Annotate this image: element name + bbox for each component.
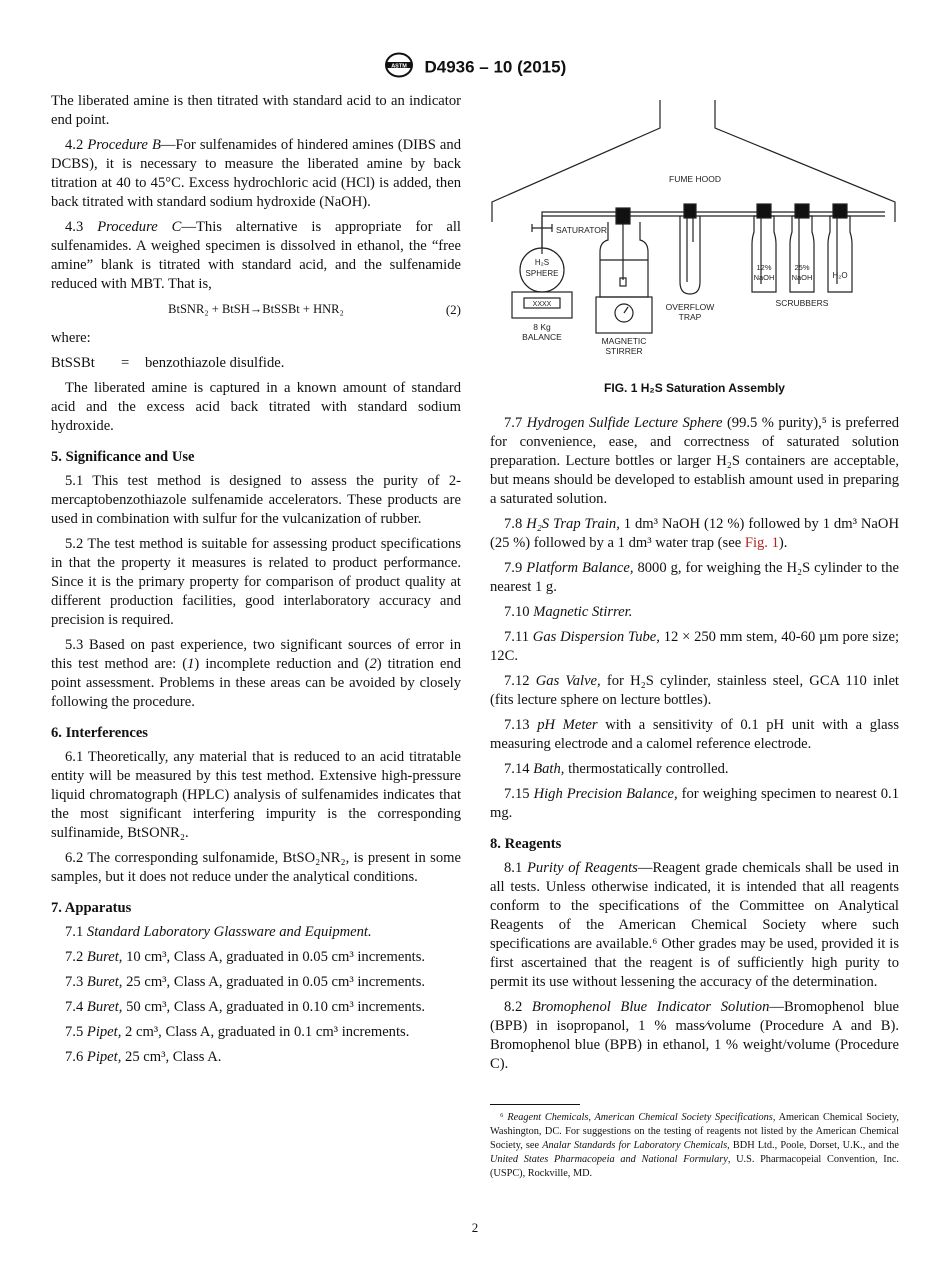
equation-2: BtSNR₂ + BtSH→BtSSBt + HNR₂ (2) <box>168 302 461 317</box>
section-7-7: 7.7 Hydrogen Sulfide Lecture Sphere (99.5 % purity),⁵ is preferred for convenience, ease, and correctness of saturated solution preparation. Lecture bottles or larger H₂S containers are acceptable, but means should be developed to establish amount used in preparing a saturated solution. <box>490 415 899 507</box>
section-7-5: 7.5 Pipet, 2 cm³, Class A, graduated in 0.1 cm³ increments. <box>65 1024 410 1040</box>
section-7-2: 7.2 Buret, 10 cm³, Class A, graduated in 0.05 cm³ increments. <box>65 949 426 965</box>
figure-1-caption: FIG. 1 H₂S Saturation Assembly <box>604 381 785 395</box>
section-7-1: 7.1 Standard Laboratory Glassware and Equipment. <box>65 924 372 940</box>
section-5-1: 5.1 This test method is designed to assess the purity of 2-mercaptobenzothiazole sulfenamide accelerators. These products are used in combination with sulfur for the vulcanization of rubber. <box>51 473 461 527</box>
figure-1-diagram <box>490 92 899 377</box>
svg-text:25%: 25% <box>794 263 810 272</box>
svg-text:OVERFLOW: OVERFLOW <box>665 302 715 312</box>
svg-text:SPHERE: SPHERE <box>525 269 559 278</box>
svg-text:H₂O: H₂O <box>832 271 848 280</box>
right-column <box>490 92 899 1181</box>
scrubber-25-naoh <box>790 204 814 292</box>
section-5-heading: 5. Significance and Use <box>51 449 195 465</box>
left-column <box>51 92 461 1073</box>
footnote-divider <box>490 1104 580 1105</box>
page-number: 2 <box>471 1220 479 1235</box>
svg-text:TRAP: TRAP <box>678 312 702 322</box>
section-7-13: 7.13 pH Meter with a sensitivity of 0.1 pH unit with a glass measuring electrode and a calomel reference electrode. <box>490 717 899 752</box>
section-7-12: 7.12 Gas Valve, for H₂S cylinder, stainless steel, GCA 110 inlet (fits lecture sphere on lecture bottles). <box>490 673 899 708</box>
svg-text:MAGNETIC: MAGNETIC <box>601 336 647 346</box>
svg-text:NaOH: NaOH <box>753 273 775 282</box>
fig-1-link[interactable]: Fig. 1 <box>744 535 779 551</box>
where-definition: BtSSBt = benzothiazole disulfide. <box>51 355 285 371</box>
section-5-3: 5.3 Based on past experience, two significant sources of error in this test method are: (1) incomplete reduction and (2) titration end point assessment. Problems in these areas can be avoided by closely following the procedure. <box>51 637 462 710</box>
footnote-6: ⁶ Reagent Chemicals, American Chemical Society Specifications, American Chemical Society, Washington, DC. For suggestions on the testing of reagents not listed by the American Chemical Society, see Analar Standards for Laboratory Chemicals, BDH Ltd., Poole, Dorset, U.K., and the United States Pharmacopeia and National Formulary, U.S. Pharmacopeial Convention, Inc. (USPC), Rockville, MD. <box>490 1112 899 1179</box>
svg-text:NaOH: NaOH <box>791 273 813 282</box>
section-4-2: 4.2 Procedure B—For sulfenamides of hindered amines (DIBS and DCBS), it is necessary to measure the liberated amine by back titration at 40 to 45°C. Excess hydrochloric acid (HCl) is added, then back titrated with standard sodium hydroxide (NaOH). <box>51 137 461 210</box>
paragraph: The liberated amine is captured in a known amount of standard acid and the excess acid back titrated with standard sodium hydroxide. <box>51 380 461 434</box>
section-7-8: 7.8 H₂S Trap Train, 1 dm³ NaOH (12 %) followed by 1 dm³ NaOH (25 %) followed by a 1 dm³ water trap (see Fig. 1). <box>490 516 899 551</box>
svg-text:ASTM: ASTM <box>390 63 407 70</box>
page-header <box>0 52 950 83</box>
scrubbers-label: SCRUBBERS <box>775 298 829 308</box>
svg-text:FUME HOOD: FUME HOOD <box>669 174 721 184</box>
section-7-14: 7.14 Bath, thermostatically controlled. <box>504 761 729 777</box>
paragraph: The liberated amine is then titrated with standard acid to an indicator end point. <box>51 93 461 128</box>
svg-text:8 Kg: 8 Kg <box>533 322 551 332</box>
svg-text:XXXX: XXXX <box>532 301 552 308</box>
section-8-heading: 8. Reagents <box>490 836 562 852</box>
section-4-3: 4.3 Procedure C—This alternative is appropriate for all sulfenamides. A weighed specimen is dissolved in ethanol, the “free amine” blank is titrated with standard acid, and the sulfenamide reduced with MBT. That is, <box>51 219 461 292</box>
svg-text:H₂S: H₂S <box>534 258 550 267</box>
where-label: where: <box>51 330 91 346</box>
svg-text:STIRRER: STIRRER <box>605 346 643 356</box>
astm-logo-icon <box>384 52 414 83</box>
section-7-11: 7.11 Gas Dispersion Tube, 12 × 250 mm stem, 40-60 µm pore size; 12C. <box>490 629 899 664</box>
svg-text:12%: 12% <box>756 263 772 272</box>
section-7-15: 7.15 High Precision Balance, for weighing specimen to nearest 0.1 mg. <box>490 786 899 821</box>
document-designation: D4936 – 10 (2015) <box>424 57 567 77</box>
section-8-2: 8.2 Bromophenol Blue Indicator Solution—Bromophenol blue (BPB) in isopropanol, 1 % mass∕volume (Procedure A and B). Bromophenol blue (BPB) in ethanol, 1 % weight/volume (Procedure C). <box>490 999 899 1072</box>
section-6-2: 6.2 The corresponding sulfonamide, BtSO₂NR₂, is present in some samples, but it does not reduce under the analytical conditions. <box>51 850 461 885</box>
section-5-2: 5.2 The test method is suitable for assessing product specifications in that the property it measures is related to product performance. Since it is the primary property for comparison of product quality at different production facilities, good interlaboratory accuracy and precision is required. <box>51 536 461 628</box>
svg-text:BALANCE: BALANCE <box>522 332 562 342</box>
balance <box>512 292 572 342</box>
section-6-heading: 6. Interferences <box>51 725 148 741</box>
section-7-10: 7.10 Magnetic Stirrer. <box>504 604 633 620</box>
overflow-trap <box>666 204 715 322</box>
scrubber-water <box>828 204 852 292</box>
section-6-1: 6.1 Theoretically, any material that is reduced to an acid titratable entity will be measured by this test method. Extensive high-pressure liquid chromatograph (HPLC) analysis of sulfenamides indicates that the most significant interfering impurity is the corresponding sulfinamide, BtSONR₂. <box>51 749 461 841</box>
section-7-heading: 7. Apparatus <box>51 900 132 916</box>
section-7-3: 7.3 Buret, 25 cm³, Class A, graduated in 0.05 cm³ increments. <box>65 974 426 990</box>
section-7-9: 7.9 Platform Balance, 8000 g, for weighing the H₂S cylinder to the nearest 1 g. <box>490 560 899 595</box>
saturator-flask <box>600 208 648 297</box>
section-8-1: 8.1 Purity of Reagents—Reagent grade chemicals shall be used in all tests. Unless otherwise indicated, it is intended that all reagents conform to the specifications of the Committee on Analytical Reagents of the American Chemical Society where such specifications are available.⁶ Other grades may be used, provided it is first ascertained that the reagent is of sufficiently high purity to permit its use without lessening the accuracy of the determination. <box>490 860 899 990</box>
section-7-4: 7.4 Buret, 50 cm³, Class A, graduated in 0.10 cm³ increments. <box>65 999 426 1015</box>
equation-number: (2) <box>445 302 461 317</box>
magnetic-stirrer <box>596 297 652 356</box>
section-7-6: 7.6 Pipet, 25 cm³, Class A. <box>65 1049 222 1065</box>
saturator-label: SATURATOR <box>556 225 608 235</box>
scrubber-12-naoh <box>752 204 776 292</box>
